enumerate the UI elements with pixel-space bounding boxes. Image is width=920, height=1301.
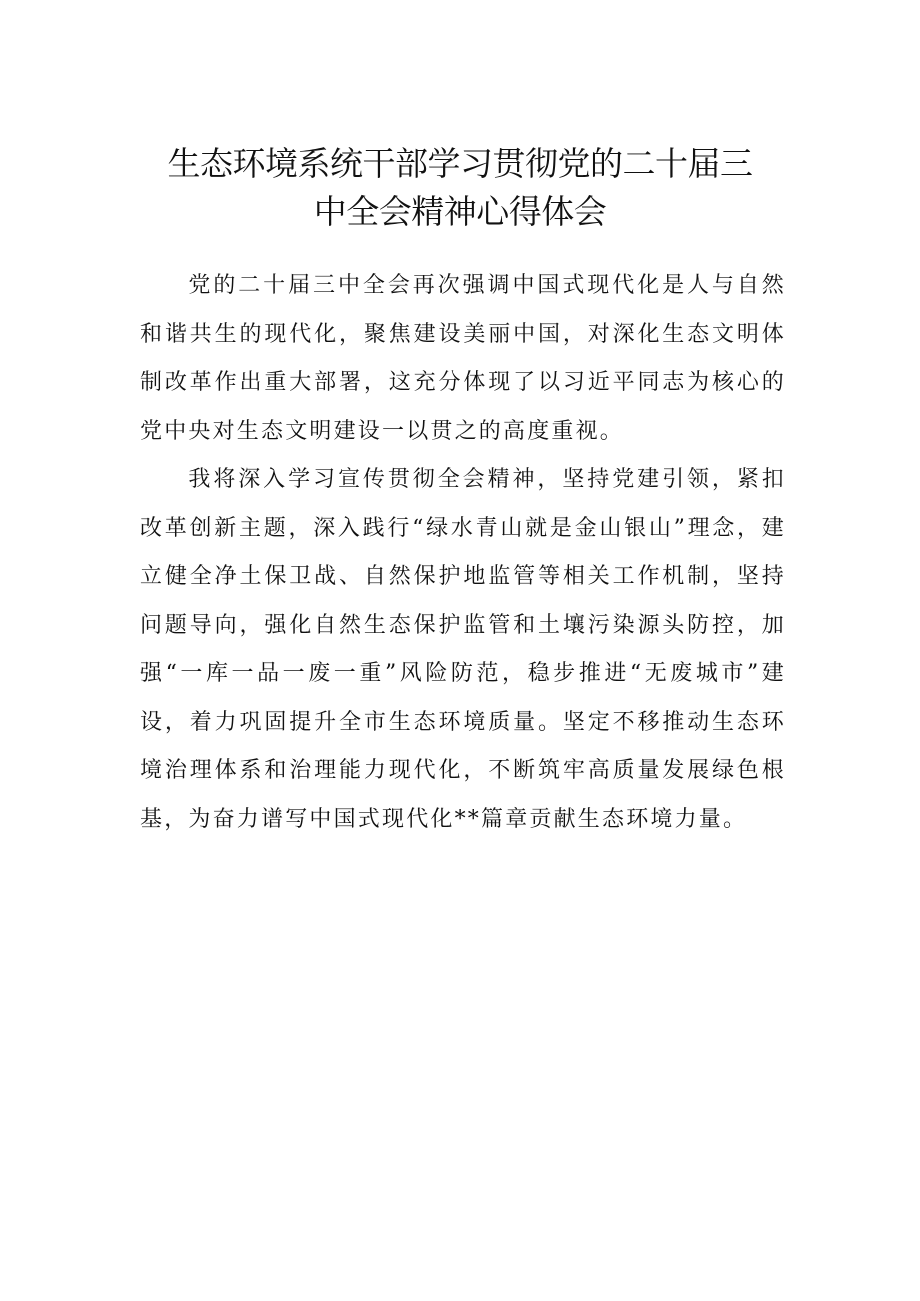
document-title-line-2: 中全会精神心得体会 — [313, 192, 607, 231]
document-title — [100, 140, 820, 236]
document-body — [140, 262, 786, 844]
body-paragraph-2: 我将深入学习宣传贯彻全会精神，坚持党建引领，紧扣改革创新主题，深入践行“绿水青山就是金山银山”理念，建立健全净土保卫战、自然保护地监管等相关工作机制，坚持问题导向，强化自然生态保护监管和土壤污染源头防控，加强“一库一品一废一重”风险防范，稳步推进“无废城市”建设，着力巩固提升全市生态环境质量。坚定不移推动生态环境治理体系和治理能力现代化，不断筑牢高质量发展绿色根基，为奋力谱写中国式现代化**篇章贡献生态环境力量。 — [140, 467, 786, 832]
document-title-line-1: 生态环境系统干部学习贯彻党的二十届三 — [167, 144, 753, 183]
body-paragraph-1: 党的二十届三中全会再次强调中国式现代化是人与自然和谐共生的现代化，聚焦建设美丽中国，对深化生态文明体制改革作出重大部署，这充分体现了以习近平同志为核心的党中央对生态文明建设一以贯之的高度重视。 — [140, 273, 786, 444]
